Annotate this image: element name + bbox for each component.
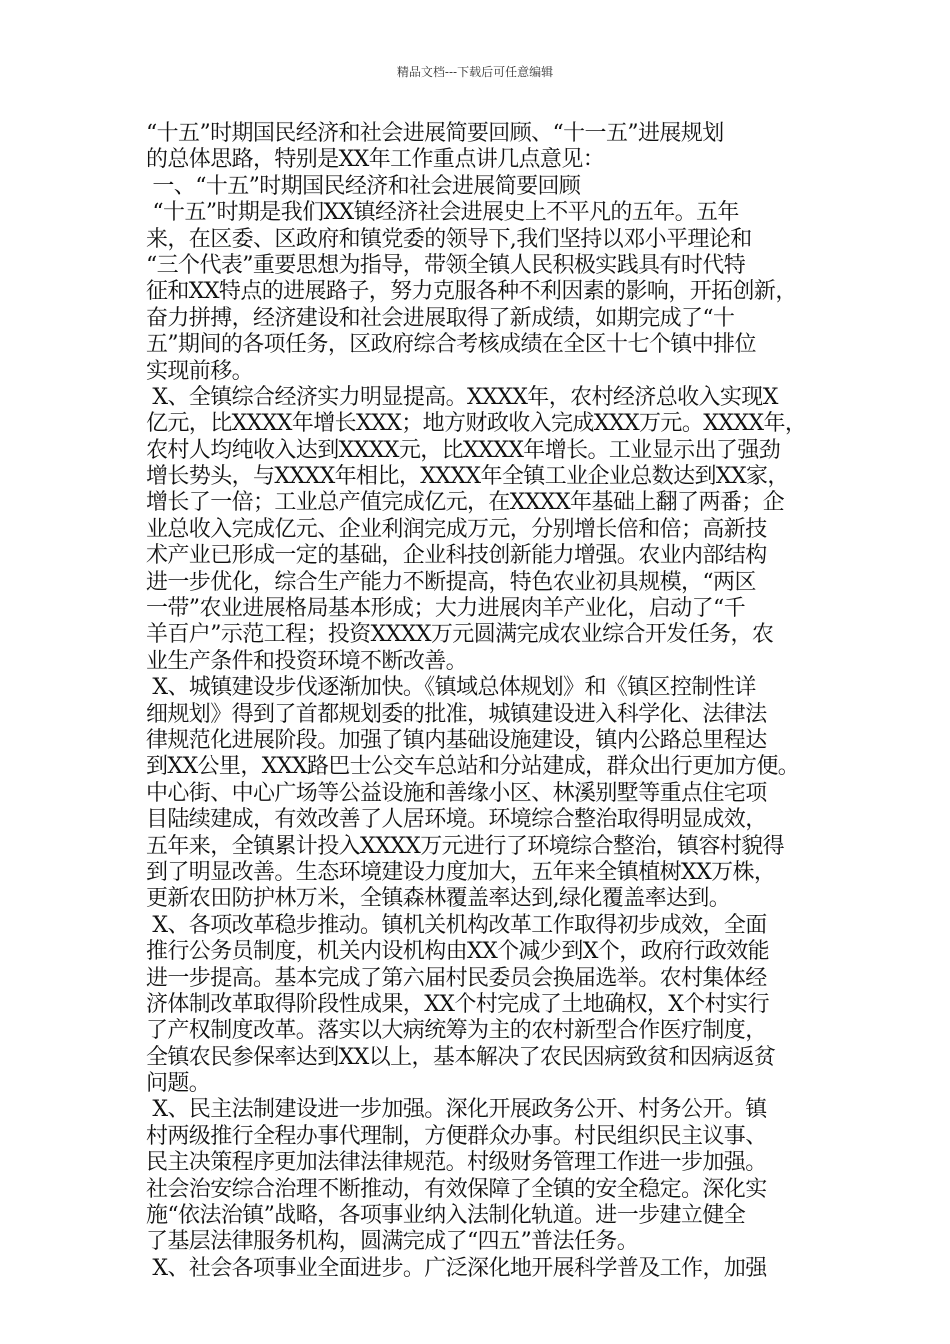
text-line: 社会治安综合治理不断推动，有效保障了全镇的安全稳定。深化实 bbox=[146, 1176, 767, 1202]
text-line: 增长了一倍；工业总产值完成亿元，在XXXX年基础上翻了两番；企 bbox=[146, 490, 785, 516]
text-line: 中心街、中心广场等公益设施和善缘小区、林溪别墅等重点住宅项 bbox=[146, 780, 767, 806]
text-line: 实现前移。 bbox=[146, 358, 254, 384]
text-line: 律规范化进展阶段。加强了镇内基础设施建设，镇内公路总里程达 bbox=[146, 727, 767, 753]
text-line: 推行公务员制度，机关内设机构由XX个减少到X个，政府行政效能 bbox=[146, 939, 769, 965]
text-line: 五”期间的各项任务，区政府综合考核成绩在全区十七个镇中排位 bbox=[146, 332, 756, 358]
text-line: 问题。 bbox=[146, 1071, 211, 1097]
text-line: 羊百户”示范工程；投资XXXX万元圆满完成农业综合开发任务，农 bbox=[146, 622, 774, 648]
text-line: 更新农田防护林万米，全镇森林覆盖率达到,绿化覆盖率达到。 bbox=[146, 886, 731, 912]
text-line: “三个代表”重要思想为指导，带领全镇人民积极实践具有时代特 bbox=[146, 252, 746, 278]
text-line: 业总收入完成亿元、企业利润完成万元，分别增长倍和倍；高新技 bbox=[146, 516, 767, 542]
text-line: 进一步优化，综合生产能力不断提高，特色农业初具规模，“两区 bbox=[146, 569, 756, 595]
text-line: X、各项改革稳步推动。镇机关机构改革工作取得初步成效，全面 bbox=[146, 912, 767, 938]
text-line: 增长势头，与XXXX年相比，XXXX年全镇工业企业总数达到XX家， bbox=[146, 464, 789, 490]
text-line: 村两级推行全程办事代理制，方便群众办事。村民组织民主议事、 bbox=[146, 1123, 767, 1149]
text-line: 了产权制度改革。落实以大病统筹为主的农村新型合作医疗制度， bbox=[146, 1018, 767, 1044]
page-header: 精品文档---下载后可任意编辑 bbox=[396, 65, 554, 79]
text-line: “十五”时期是我们XX镇经济社会进展史上不平凡的五年。五年 bbox=[146, 200, 739, 226]
text-line: 五年来，全镇累计投入XXXX万元进行了环境综合整治，镇容村貌得 bbox=[146, 833, 785, 859]
text-line: 亿元，比XXXX年增长XXX；地方财政收入完成XXX万元。XXXX年， bbox=[146, 411, 807, 437]
text-line: 征和XX特点的进展路子，努力克服各种不利因素的影响，开拓创新， bbox=[146, 279, 797, 305]
text-line: X、社会各项事业全面进步。广泛深化地开展科学普及工作，加强 bbox=[146, 1255, 767, 1281]
text-line: 业生产条件和投资环境不断改善。 bbox=[146, 648, 468, 674]
text-line: 术产业已形成一定的基础，企业科技创新能力增强。农业内部结构 bbox=[146, 543, 767, 569]
text-line: “十五”时期国民经济和社会进展简要回顾、“十一五”进展规划 bbox=[146, 121, 724, 146]
text-line: 目陆续建成，有效改善了人居环境。环境综合整治取得明显成效， bbox=[146, 807, 767, 833]
document-body bbox=[146, 121, 806, 1282]
text-line: 农村人均纯收入达到XXXX元，比XXXX年增长。工业显示出了强劲 bbox=[146, 437, 781, 463]
text-line: 全镇农民参保率达到XX以上，基本解决了农民因病致贫和因病返贫 bbox=[146, 1044, 776, 1070]
text-line: 一带”农业进展格局基本形成；大力进展肉羊产业化，启动了“千 bbox=[146, 596, 746, 622]
text-line: 民主决策程序更加法律法律规范。村级财务管理工作进一步加强。 bbox=[146, 1150, 767, 1176]
text-line: 奋力拼搏，经济建设和社会进展取得了新成绩，如期完成了“十 bbox=[146, 305, 735, 331]
text-line: X、全镇综合经济实力明显提高。XXXX年，农村经济总收入实现X bbox=[146, 384, 778, 410]
text-line: X、城镇建设步伐逐渐加快。《镇域总体规划》和《镇区控制性详 bbox=[146, 675, 756, 701]
text-line: 施“依法治镇”战略，各项事业纳入法制化轨道。进一步建立健全 bbox=[146, 1203, 746, 1229]
text-line: 来，在区委、区政府和镇党委的领导下,我们坚持以邓小平理论和 bbox=[146, 226, 752, 252]
text-line: 进一步提高。基本完成了第六届村民委员会换届选举。农村集体经 bbox=[146, 965, 767, 991]
text-line: 了基层法律服务机构，圆满完成了“四五”普法任务。 bbox=[146, 1229, 639, 1255]
text-line: 一、“十五”时期国民经济和社会进展简要回顾 bbox=[146, 173, 581, 199]
text-line: 细规划》得到了首都规划委的批准，城镇建设进入科学化、法律法 bbox=[146, 701, 767, 727]
text-line: 济体制改革取得阶段性成果，XX个村完成了土地确权，X个村实行 bbox=[146, 991, 769, 1017]
text-line: 的总体思路，特别是XX年工作重点讲几点意见： bbox=[146, 147, 605, 173]
text-line: 到XX公里，XXX路巴士公交车总站和分站建成，群众出行更加方便。 bbox=[146, 754, 800, 780]
text-line: X、民主法制建设进一步加强。深化开展政务公开、村务公开。镇 bbox=[146, 1097, 767, 1123]
text-line: 到了明显改善。生态环境建设力度加大，五年来全镇植树XX万株， bbox=[146, 859, 776, 885]
